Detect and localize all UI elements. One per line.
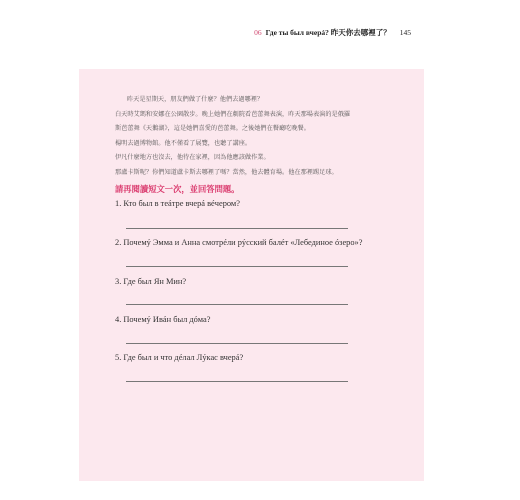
answer-line-1[interactable] bbox=[126, 228, 348, 229]
exercise-instruction: 請再閱讀短文一次，並回答問題。 bbox=[115, 184, 240, 194]
answer-line-3[interactable] bbox=[126, 304, 348, 305]
passage-line: 白天時艾瑪和安娜在公園散步。晚上她們在劇院看芭蕾舞表演，昨天那場表演的是俄羅 bbox=[115, 110, 351, 118]
question-3: 3. Где был Ян Мин? bbox=[115, 277, 187, 286]
question-4: 4. Почемý Ивáн был дóма? bbox=[115, 315, 211, 324]
running-head bbox=[254, 27, 411, 38]
answer-line-4[interactable] bbox=[126, 343, 348, 344]
question-5: 5. Где был и что дéлал Лýкас вчерá? bbox=[115, 353, 244, 362]
passage-line: 伊凡什麼地方也沒去，他待在家裡，因為他應該做作業。 bbox=[115, 154, 270, 161]
chapter-title: Где ты был вчерá? 昨天你去哪裡了？ bbox=[265, 28, 391, 37]
answer-line-2[interactable] bbox=[126, 266, 348, 267]
question-2: 2. Почемý Эмма и Анна смотрéли рýсский балéт «Лебединое óзеро»? bbox=[115, 238, 363, 247]
reading-passage bbox=[115, 93, 400, 180]
page-number: 145 bbox=[399, 28, 411, 37]
chapter-number: 06 bbox=[254, 28, 262, 37]
answer-line-5[interactable] bbox=[126, 381, 348, 382]
passage-line: 斯芭蕾舞《天鵝湖》，這是她們喜愛的芭蕾舞。之後她們在餐廳吃晚餐。 bbox=[115, 125, 310, 132]
passage-line: 楊明去過博物館。他不僅看了展覽，也聽了講座。 bbox=[115, 139, 252, 147]
passage-line: 那盧卡斯呢？你們知道盧卡斯去哪裡了嗎？當然，他去體育場。他在那裡踢足球。 bbox=[115, 168, 338, 176]
passage-line: 昨天是星期天，朋友們做了什麼？他們去過哪裡？ bbox=[127, 96, 264, 103]
question-1: 1. Кто был в теáтре вчерá вéчером? bbox=[115, 199, 240, 208]
